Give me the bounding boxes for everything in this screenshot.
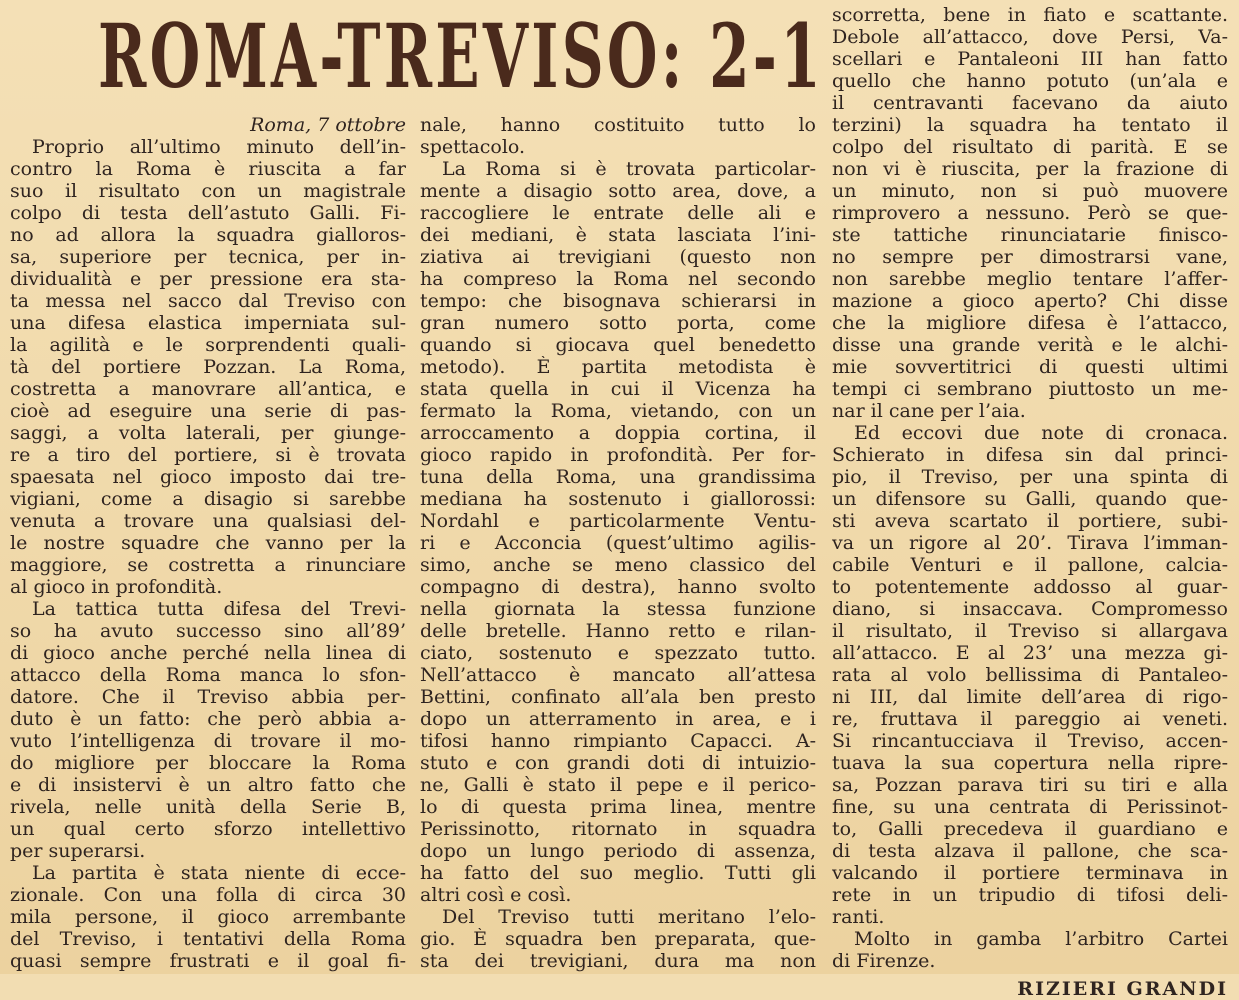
text-line: una difesa elastica imperniata sul- bbox=[10, 312, 406, 334]
text-line: duto è un fatto: che però abbia a- bbox=[10, 708, 406, 730]
text-line: Ed eccovi due note di cronaca. bbox=[854, 422, 1228, 444]
text-line: dopo un atterramento in area, e i bbox=[420, 708, 816, 730]
text-line: pio, il Treviso, per una spinta di bbox=[832, 466, 1228, 488]
text-line: nella giornata la stessa funzione bbox=[420, 598, 816, 620]
text-line: quello che hanno potuto (un’ala e bbox=[832, 70, 1228, 92]
text-line: re a tiro del portiere, si è trovata bbox=[10, 444, 406, 466]
text-line: to, Galli precedeva il guardiano e bbox=[832, 818, 1228, 840]
text-line: un qual certo sforzo intellettivo bbox=[10, 818, 406, 840]
text-line: gran numero sotto porta, come bbox=[420, 312, 816, 334]
text-line: so ha avuto successo sino all’89’ bbox=[10, 620, 406, 642]
text-line: ha compreso la Roma nel secondo bbox=[420, 268, 816, 290]
text-line: datore. Che il Treviso abbia per- bbox=[10, 686, 406, 708]
text-line: do migliore per bloccare la Roma bbox=[10, 752, 406, 774]
text-line: ha fatto del suo meglio. Tutti gli bbox=[420, 862, 816, 884]
text-line: tempi ci sembrano piuttosto un me- bbox=[832, 378, 1228, 400]
text-line: Nordahl e particolarmente Ventu- bbox=[420, 510, 816, 532]
text-line: Proprio all’ultimo minuto dell’in- bbox=[32, 136, 406, 158]
text-line: all’attacco. E al 23’ una mezza gi- bbox=[832, 642, 1228, 664]
text-line: ri e Acconcia (quest’ultimo agilis- bbox=[420, 532, 816, 554]
text-line: che la migliore difesa è l’attacco, bbox=[832, 312, 1228, 334]
text-line: stuto e con grandi doti di intuizio- bbox=[420, 752, 816, 774]
text-line: La Roma si è trovata particolar- bbox=[442, 158, 816, 180]
text-line: scorretta, bene in fiato e scattante. bbox=[832, 4, 1228, 26]
text-line: vuto l’intelligenza di trovare il mo- bbox=[10, 730, 406, 752]
text-line: gio. È squadra ben preparata, que- bbox=[420, 928, 816, 950]
dateline: Roma, 7 ottobre bbox=[250, 114, 406, 136]
text-line: Debole all’attacco, dove Persi, Va- bbox=[832, 26, 1228, 48]
text-line: ta messa nel sacco dal Treviso con bbox=[10, 290, 406, 312]
text-line: va un rigore al 20’. Tirava l’imman- bbox=[832, 532, 1228, 554]
text-line: ziativa ai trevigiani (questo non bbox=[420, 246, 816, 268]
byline: RIZIERI GRANDI bbox=[1017, 978, 1228, 1000]
text-line: costretta a manovrare all’antica, e bbox=[10, 378, 406, 400]
text-line: quasi sempre frustrati e il goal fi- bbox=[10, 950, 406, 972]
text-line: vigiani, come a disagio si sarebbe bbox=[10, 488, 406, 510]
text-line: stata quella in cui il Vicenza ha bbox=[420, 378, 816, 400]
text-line: maggiore, se costretta a rinunciare bbox=[10, 554, 406, 576]
text-line: Si rincantucciava il Treviso, accen- bbox=[832, 730, 1228, 752]
text-line: delle bretelle. Hanno retto e rilan- bbox=[420, 620, 816, 642]
text-line: sta dei trevigiani, dura ma non bbox=[420, 950, 816, 972]
text-line: ciato, sostenuto e spezzato tutto. bbox=[420, 642, 816, 664]
text-line: re, fruttava il pareggio ai veneti. bbox=[832, 708, 1228, 730]
text-line: Perissinotto, ritornato in squadra bbox=[420, 818, 816, 840]
text-line: mazione a gioco aperto? Chi disse bbox=[832, 290, 1228, 312]
text-line: La partita è stata niente di ecce- bbox=[32, 862, 406, 884]
text-line: rata al volo bellissima di Pantaleo- bbox=[832, 664, 1228, 686]
text-line: di Firenze. bbox=[832, 950, 936, 972]
text-line: suo il risultato con un magistrale bbox=[10, 180, 406, 202]
text-line: non vi è riuscita, per la frazione di bbox=[832, 158, 1228, 180]
text-line: tà del portiere Pozzan. La Roma, bbox=[10, 356, 406, 378]
text-line: ste tattiche rinunciatarie finisco- bbox=[832, 224, 1228, 246]
text-line: sa, Pozzan parava tiri su tiri e alla bbox=[832, 774, 1228, 796]
text-line: gioco rapido in profondità. Per for- bbox=[420, 444, 816, 466]
text-line: venuta a trovare una qualsiasi del- bbox=[10, 510, 406, 532]
headline: ROMA-TREVISO: 2-1 bbox=[98, 4, 824, 108]
text-line: di testa alzava il pallone, che sca- bbox=[832, 840, 1228, 862]
text-line: attacco della Roma manca lo sfon- bbox=[10, 664, 406, 686]
text-line: tempo: che bisognava schierarsi in bbox=[420, 290, 816, 312]
text-line: zionale. Con una folla di circa 30 bbox=[10, 884, 406, 906]
text-line: di gioco anche perché nella linea di bbox=[10, 642, 406, 664]
text-line: un difensore su Galli, quando que- bbox=[832, 488, 1228, 510]
text-line: sa, superiore per tecnica, per in- bbox=[10, 246, 406, 268]
text-line: nar il cane per l’aia. bbox=[832, 400, 1026, 422]
text-line: non sarebbe meglio tentare l’affer- bbox=[832, 268, 1228, 290]
text-line: mente a disagio sotto area, dove, a bbox=[420, 180, 816, 202]
text-line: le nostre squadre che vanno per la bbox=[10, 532, 406, 554]
text-line: altri così e così. bbox=[420, 884, 572, 906]
text-line: al gioco in profondità. bbox=[10, 576, 223, 598]
text-line: colpo del risultato di parità. E se bbox=[832, 136, 1228, 158]
text-line: saggi, a volta laterali, per giunge- bbox=[10, 422, 406, 444]
text-line: Del Treviso tutti meritano l’elo- bbox=[442, 906, 816, 928]
text-line: un minuto, non si può muovere bbox=[832, 180, 1228, 202]
text-line: del Treviso, i tentativi della Roma bbox=[10, 928, 406, 950]
text-line: Bettini, confinato all’ala ben presto bbox=[420, 686, 816, 708]
text-line: terzini) la squadra ha tentato il bbox=[832, 114, 1228, 136]
text-line: diano, si insaccava. Compromesso bbox=[832, 598, 1228, 620]
column-1 bbox=[10, 114, 406, 972]
text-line: ni III, dal limite dell’area di rigo- bbox=[832, 686, 1228, 708]
text-line: tuna della Roma, una grandissima bbox=[420, 466, 816, 488]
text-line: il centravanti facevano da aiuto bbox=[832, 92, 1228, 114]
text-line: ne, Galli è stato il pepe e il perico- bbox=[420, 774, 816, 796]
text-line: fine, su una centrata di Perissinot- bbox=[832, 796, 1228, 818]
text-line: valcando il portiere terminava in bbox=[832, 862, 1228, 884]
text-line: cioè ad eseguire una serie di pas- bbox=[10, 400, 406, 422]
text-line: La tattica tutta difesa del Trevi- bbox=[32, 598, 406, 620]
text-line: il risultato, il Treviso si allargava bbox=[832, 620, 1228, 642]
text-line: metodo). È partita metodista è bbox=[420, 356, 816, 378]
text-line: Molto in gamba l’arbitro Cartei bbox=[854, 928, 1228, 950]
text-line: rivela, nelle unità della Serie B, bbox=[10, 796, 406, 818]
text-line: mie sovvertitrici di questi ultimi bbox=[832, 356, 1228, 378]
text-line: mila persone, il gioco arrembante bbox=[10, 906, 406, 928]
text-line: lo di questa prima linea, mentre bbox=[420, 796, 816, 818]
text-line: disse una grande verità e le alchi- bbox=[832, 334, 1228, 356]
text-line: no sempre per dimostrarsi vane, bbox=[832, 246, 1228, 268]
text-line: fermato la Roma, vietando, con un bbox=[420, 400, 816, 422]
text-line: to potentemente addosso al guar- bbox=[832, 576, 1228, 598]
column-3 bbox=[832, 4, 1228, 1000]
text-line: quando si giocava quel benedetto bbox=[420, 334, 816, 356]
text-line: dopo un lungo periodo di assenza, bbox=[420, 840, 816, 862]
text-line: contro la Roma è riuscita a far bbox=[10, 158, 406, 180]
text-line: e di insistervi è un altro fatto che bbox=[10, 774, 406, 796]
text-line: la agilità e le sorprendenti quali- bbox=[10, 334, 406, 356]
text-line: arroccamento a doppia cortina, il bbox=[420, 422, 816, 444]
text-line: compagno di destra), hanno svolto bbox=[420, 576, 816, 598]
text-line: Schierato in difesa sin dal princi- bbox=[832, 444, 1228, 466]
text-line: dividualità e per pressione era sta- bbox=[10, 268, 406, 290]
column-1-text bbox=[10, 136, 406, 972]
column-2-text bbox=[420, 114, 816, 972]
text-line: simo, anche se meno classico del bbox=[420, 554, 816, 576]
text-line: spettacolo. bbox=[420, 136, 526, 158]
text-line: rimprovero a nessuno. Però se que- bbox=[832, 202, 1228, 224]
text-line: sti aveva scartato il portiere, subi- bbox=[832, 510, 1228, 532]
column-2 bbox=[420, 114, 816, 972]
text-line: rete in un tripudio di tifosi deli- bbox=[832, 884, 1228, 906]
text-line: colpo di testa dell’astuto Galli. Fi- bbox=[10, 202, 406, 224]
text-line: Nell’attacco è mancato all’attesa bbox=[420, 664, 816, 686]
text-line: tifosi hanno rimpianto Capacci. A- bbox=[420, 730, 816, 752]
text-line: per superarsi. bbox=[10, 840, 146, 862]
text-line: spaesata nel gioco imposto dai tre- bbox=[10, 466, 406, 488]
text-line: raccogliere le entrate delle ali e bbox=[420, 202, 816, 224]
text-line: ranti. bbox=[832, 906, 885, 928]
text-line: no ad allora la squadra gialloros- bbox=[10, 224, 406, 246]
text-line: nale, hanno costituito tutto lo bbox=[420, 114, 816, 136]
column-3-text bbox=[832, 4, 1228, 972]
text-line: scellari e Pantaleoni III han fatto bbox=[832, 48, 1228, 70]
text-line: tuava la sua copertura nella ripre- bbox=[832, 752, 1228, 774]
text-line: cabile Venturi e il pallone, calcia- bbox=[832, 554, 1228, 576]
text-line: dei mediani, è stata lasciata l’ini- bbox=[420, 224, 816, 246]
text-line: mediana ha sostenuto i giallorossi: bbox=[420, 488, 816, 510]
